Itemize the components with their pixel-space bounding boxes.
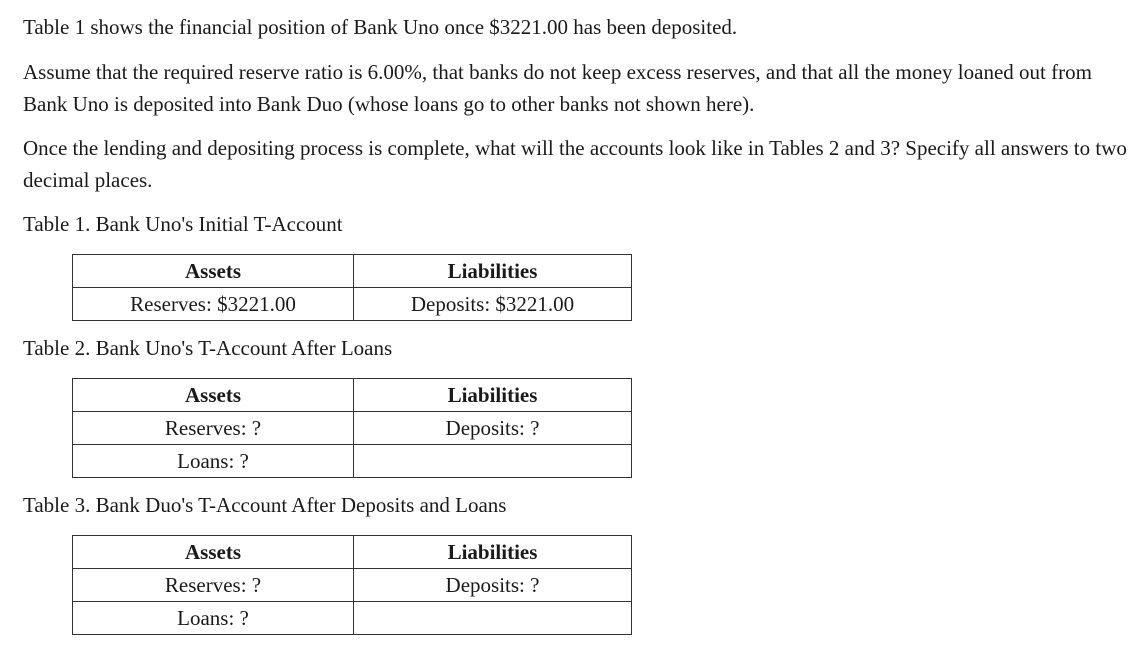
liabilities-header: Liabilities <box>354 536 632 569</box>
intro-paragraph-2: Assume that the required reserve ratio is 6.00%, that banks do not keep excess reserves, and that all the money loaned out from Bank Uno is deposited into Bank Duo (whose loans go to other banks not shown here). <box>23 60 1092 116</box>
loans-cell: Loans: ? <box>73 602 354 635</box>
liabilities-header: Liabilities <box>354 379 632 412</box>
table-header-row <box>73 379 632 412</box>
table-2-bank-uno-after-loans <box>72 378 632 478</box>
empty-cell <box>354 445 632 478</box>
loans-cell: Loans: ? <box>73 445 354 478</box>
assets-header: Assets <box>73 379 354 412</box>
reserves-cell: Reserves: $3221.00 <box>73 288 354 321</box>
table-header-row <box>73 255 632 288</box>
table-1-bank-uno-initial <box>72 254 632 321</box>
table-3-bank-duo-after-deposits <box>72 535 632 635</box>
table-row <box>73 412 632 445</box>
table-row <box>73 288 632 321</box>
reserves-cell: Reserves: ? <box>73 569 354 602</box>
table-1-caption: Table 1. Bank Uno's Initial T-Account <box>23 212 343 236</box>
table-2-caption: Table 2. Bank Uno's T-Account After Loans <box>23 336 393 360</box>
table-3-caption: Table 3. Bank Duo's T-Account After Deposits and Loans <box>23 493 507 517</box>
intro-paragraph-3: Once the lending and depositing process is complete, what will the accounts look like in Tables 2 and 3? Specify all answers to two decimal places. <box>23 136 1127 192</box>
deposits-cell: Deposits: ? <box>354 569 632 602</box>
reserves-cell: Reserves: ? <box>73 412 354 445</box>
table-row <box>73 569 632 602</box>
assets-header: Assets <box>73 255 354 288</box>
table-row <box>73 445 632 478</box>
liabilities-header: Liabilities <box>354 255 632 288</box>
deposits-cell: Deposits: $3221.00 <box>354 288 632 321</box>
table-header-row <box>73 536 632 569</box>
assets-header: Assets <box>73 536 354 569</box>
table-row <box>73 602 632 635</box>
deposits-cell: Deposits: ? <box>354 412 632 445</box>
empty-cell <box>354 602 632 635</box>
intro-paragraph-1: Table 1 shows the financial position of Bank Uno once $3221.00 has been deposited. <box>23 15 738 39</box>
